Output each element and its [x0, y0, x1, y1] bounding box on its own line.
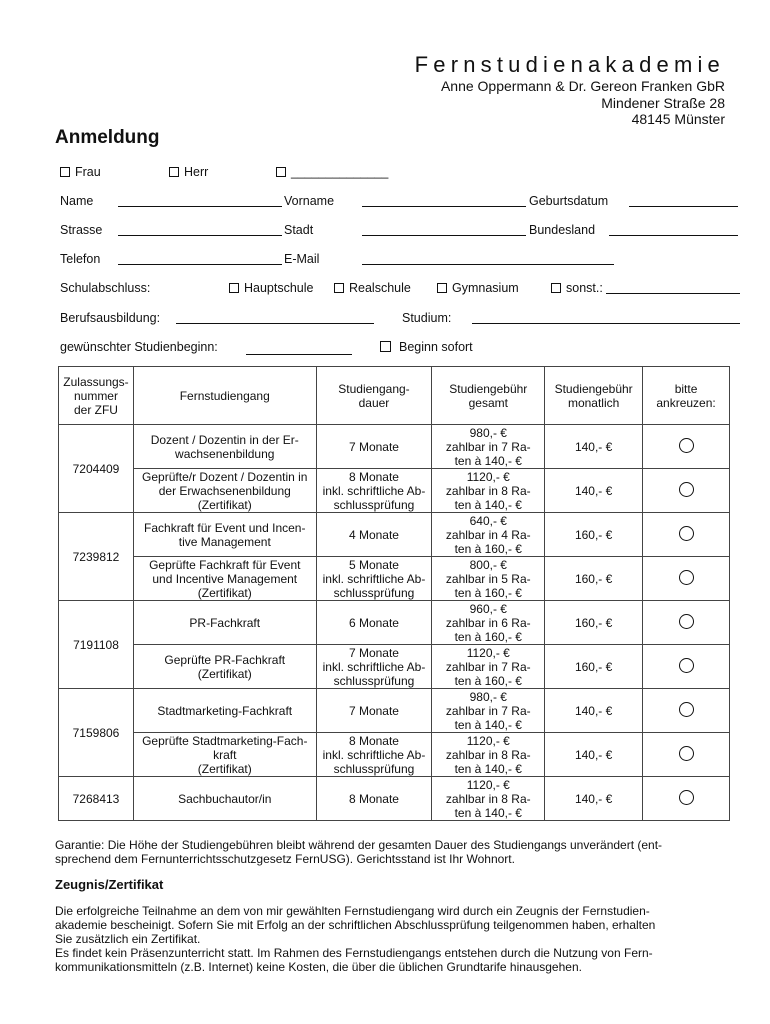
- course-duration: 8 Monate: [316, 777, 432, 821]
- telefon-field[interactable]: [118, 264, 282, 265]
- checkbox-beginn-sofort[interactable]: [380, 341, 391, 352]
- option-gymnasium[interactable]: [437, 281, 519, 295]
- form-heading: Anmeldung: [55, 127, 160, 148]
- select-circle-icon[interactable]: [679, 658, 694, 673]
- hauptschule-label: Hauptschule: [244, 281, 314, 295]
- garantie-text: Garantie: Die Höhe der Studiengebühren bleibt während der gesamten Dauer des Studiengangs unverändert (ent- sprechend dem Fernunterrichtsschutzgesetz FernUSG). Gerichtsstand ist Ihr Wohnort.: [55, 838, 663, 866]
- course-name: PR-Fachkraft: [133, 601, 316, 645]
- select-cell[interactable]: [643, 777, 730, 821]
- gymnasium-label: Gymnasium: [452, 281, 519, 295]
- option-hauptschule[interactable]: [229, 281, 314, 295]
- option-sonst[interactable]: [551, 281, 603, 295]
- company-street: Mindener Straße 28: [601, 95, 725, 111]
- course-total-fee: 1120,- € zahlbar in 8 Ra- ten à 140,- €: [432, 469, 545, 513]
- course-name: Sachbuchautor/in: [133, 777, 316, 821]
- geburtsdatum-field[interactable]: [629, 206, 738, 207]
- geburtsdatum-label: Geburtsdatum: [529, 194, 609, 208]
- berufsausbildung-label: Berufsausbildung:: [60, 311, 161, 325]
- course-row: [59, 601, 730, 645]
- other-salutation-blank: ______________: [291, 165, 389, 179]
- header-total: Studiengebühr gesamt: [432, 367, 545, 425]
- course-row: [59, 645, 730, 689]
- strasse-field[interactable]: [118, 235, 282, 236]
- zfu-number: 7268413: [59, 777, 134, 821]
- company-city: 48145 Münster: [631, 111, 725, 127]
- course-name: Geprüfte/r Dozent / Dozentin in der Erwachsenenbildung (Zertifikat): [133, 469, 316, 513]
- select-cell[interactable]: [643, 601, 730, 645]
- academy-title: Fernstudienakademie: [414, 52, 725, 77]
- course-total-fee: 960,- € zahlbar in 6 Ra- ten à 160,- €: [432, 601, 545, 645]
- course-row: [59, 425, 730, 469]
- herr-label: Herr: [184, 165, 209, 179]
- course-total-fee: 980,- € zahlbar in 7 Ra- ten à 140,- €: [432, 689, 545, 733]
- select-cell[interactable]: [643, 469, 730, 513]
- company-name: Anne Oppermann & Dr. Gereon Franken GbR: [440, 78, 725, 94]
- studienbeginn-label: gewünschter Studienbeginn:: [60, 340, 218, 354]
- course-monthly-fee: 140,- €: [545, 689, 643, 733]
- zfu-number: 7204409: [59, 425, 134, 513]
- strasse-label: Strasse: [60, 223, 103, 237]
- sonst-label: sonst.:: [566, 281, 603, 295]
- course-total-fee: 980,- € zahlbar in 7 Ra- ten à 140,- €: [432, 425, 545, 469]
- course-total-fee: 1120,- € zahlbar in 8 Ra- ten à 140,- €: [432, 733, 545, 777]
- studium-field[interactable]: [472, 323, 740, 324]
- vorname-label: Vorname: [284, 194, 335, 208]
- course-name: Geprüfte PR-Fachkraft (Zertifikat): [133, 645, 316, 689]
- course-row: [59, 469, 730, 513]
- zeugnis-text: Die erfolgreiche Teilnahme an dem von mir gewählten Fernstudiengang wird durch ein Zeugnis der Fernstudien- akademie bescheinigt. Sofern Sie mit Erfolg an der schriftlichen Abschlussprüfung teilgenommen haben, erhalten Sie zusätzlich ein Zertifikat. Es findet kein Präsenzunterricht statt. Im Rahmen des Fernstudiengangs entstehen durch die Nutzung von Fern- kommunikationsmitteln (z.B. Internet) keine Kosten, die über die üblichen Grundtarife hinausgehen.: [55, 904, 656, 974]
- select-cell[interactable]: [643, 689, 730, 733]
- checkbox-frau[interactable]: [60, 167, 70, 177]
- select-circle-icon[interactable]: [679, 438, 694, 453]
- course-row: [59, 777, 730, 821]
- course-monthly-fee: 140,- €: [545, 777, 643, 821]
- course-total-fee: 1120,- € zahlbar in 8 Ra- ten à 140,- €: [432, 777, 545, 821]
- course-monthly-fee: 140,- €: [545, 425, 643, 469]
- email-label: E-Mail: [284, 252, 320, 266]
- realschule-label: Realschule: [349, 281, 411, 295]
- select-circle-icon[interactable]: [679, 746, 694, 761]
- course-total-fee: 640,- € zahlbar in 4 Ra- ten à 160,- €: [432, 513, 545, 557]
- checkbox-hauptschule[interactable]: [229, 283, 239, 293]
- bundesland-label: Bundesland: [529, 223, 596, 237]
- course-monthly-fee: 140,- €: [545, 733, 643, 777]
- zfu-number: 7191108: [59, 601, 134, 689]
- name-label: Name: [60, 194, 94, 208]
- course-monthly-fee: 160,- €: [545, 557, 643, 601]
- option-beginn-sofort[interactable]: [380, 340, 473, 354]
- course-row: [59, 513, 730, 557]
- course-monthly-fee: 160,- €: [545, 601, 643, 645]
- email-field[interactable]: [362, 264, 614, 265]
- checkbox-herr[interactable]: [169, 167, 179, 177]
- studienbeginn-field[interactable]: [246, 354, 352, 355]
- salutation-herr[interactable]: [169, 165, 208, 179]
- vorname-field[interactable]: [362, 206, 526, 207]
- select-cell[interactable]: [643, 513, 730, 557]
- checkbox-other[interactable]: [276, 167, 286, 177]
- stadt-label: Stadt: [284, 223, 314, 237]
- salutation-other[interactable]: [276, 165, 388, 179]
- checkbox-gymnasium[interactable]: [437, 283, 447, 293]
- schulabschluss-label: Schulabschluss:: [60, 281, 151, 295]
- header-course: Fernstudiengang: [133, 367, 316, 425]
- zfu-number: 7159806: [59, 689, 134, 777]
- course-row: [59, 733, 730, 777]
- select-circle-icon[interactable]: [679, 570, 694, 585]
- course-monthly-fee: 160,- €: [545, 645, 643, 689]
- beginn-sofort-label: Beginn sofort: [399, 340, 473, 354]
- course-name: Geprüfte Stadtmarketing-Fach- kraft (Zertifikat): [133, 733, 316, 777]
- course-name: Stadtmarketing-Fachkraft: [133, 689, 316, 733]
- course-duration: 7 Monate inkl. schriftliche Ab- schlussprüfung: [316, 645, 432, 689]
- berufsausbildung-field[interactable]: [176, 323, 374, 324]
- header-tick: bitte ankreuzen:: [643, 367, 730, 425]
- zfu-number: 7239812: [59, 513, 134, 601]
- course-monthly-fee: 160,- €: [545, 513, 643, 557]
- select-circle-icon[interactable]: [679, 614, 694, 629]
- checkbox-sonst[interactable]: [551, 283, 561, 293]
- course-table: [58, 366, 730, 821]
- header-zfu: Zulassungs- nummer der ZFU: [59, 367, 134, 425]
- select-cell[interactable]: [643, 425, 730, 469]
- header-monthly: Studiengebühr monatlich: [545, 367, 643, 425]
- course-name: Dozent / Dozentin in der Er- wachsenenbildung: [133, 425, 316, 469]
- select-circle-icon[interactable]: [679, 482, 694, 497]
- course-total-fee: 800,- € zahlbar in 5 Ra- ten à 160,- €: [432, 557, 545, 601]
- course-duration: 5 Monate inkl. schriftliche Ab- schlussprüfung: [316, 557, 432, 601]
- course-row: [59, 557, 730, 601]
- select-circle-icon[interactable]: [679, 526, 694, 541]
- select-cell[interactable]: [643, 645, 730, 689]
- zeugnis-heading: Zeugnis/Zertifikat: [55, 877, 164, 892]
- course-name: Geprüfte Fachkraft für Event und Incentive Management (Zertifikat): [133, 557, 316, 601]
- table-header-row: [59, 367, 730, 425]
- checkbox-realschule[interactable]: [334, 283, 344, 293]
- course-duration: 7 Monate: [316, 689, 432, 733]
- select-circle-icon[interactable]: [679, 702, 694, 717]
- bundesland-field[interactable]: [609, 235, 738, 236]
- select-cell[interactable]: [643, 733, 730, 777]
- course-monthly-fee: 140,- €: [545, 469, 643, 513]
- frau-label: Frau: [75, 165, 101, 179]
- course-row: [59, 689, 730, 733]
- course-total-fee: 1120,- € zahlbar in 7 Ra- ten à 160,- €: [432, 645, 545, 689]
- sonst-field[interactable]: [606, 293, 740, 294]
- studium-label: Studium:: [402, 311, 452, 325]
- option-realschule[interactable]: [334, 281, 411, 295]
- course-duration: 6 Monate: [316, 601, 432, 645]
- name-field[interactable]: [118, 206, 282, 207]
- header-duration: Studiengang- dauer: [316, 367, 432, 425]
- course-duration: 4 Monate: [316, 513, 432, 557]
- course-name: Fachkraft für Event und Incen- tive Management: [133, 513, 316, 557]
- salutation-frau[interactable]: [60, 165, 101, 179]
- course-duration: 8 Monate inkl. schriftliche Ab- schlussprüfung: [316, 733, 432, 777]
- telefon-label: Telefon: [60, 252, 101, 266]
- course-duration: 8 Monate inkl. schriftliche Ab- schlussprüfung: [316, 469, 432, 513]
- stadt-field[interactable]: [362, 235, 526, 236]
- select-circle-icon[interactable]: [679, 790, 694, 805]
- select-cell[interactable]: [643, 557, 730, 601]
- course-duration: 7 Monate: [316, 425, 432, 469]
